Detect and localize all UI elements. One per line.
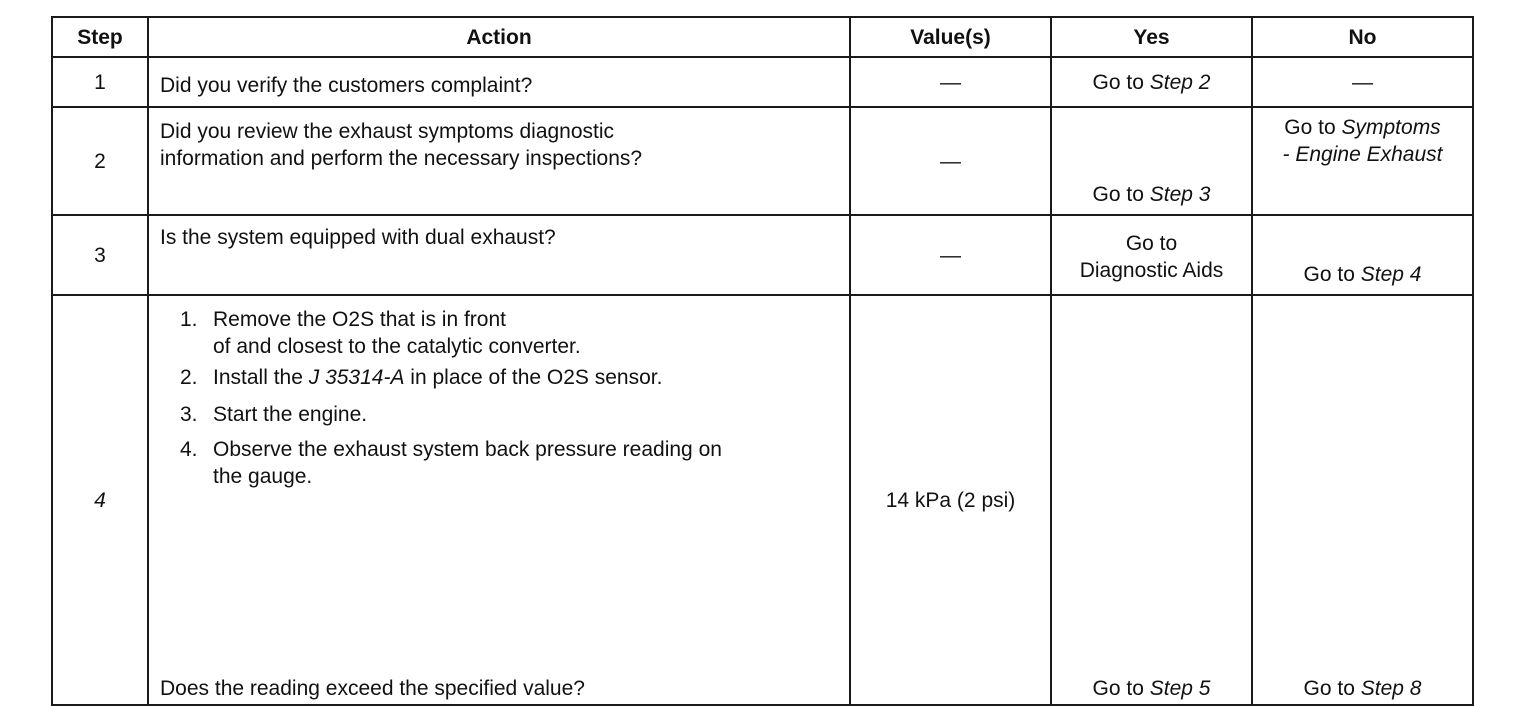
em-dash: —: [940, 149, 961, 173]
header-step: Step: [52, 17, 148, 57]
no-prefix: Go to: [1303, 263, 1361, 286]
no-symptoms-link[interactable]: Symptoms: [1341, 116, 1441, 139]
yes-step-link[interactable]: Step 5: [1149, 677, 1211, 700]
yes-diagnostic-aids-link[interactable]: Diagnostic Aids: [1079, 259, 1224, 282]
action-line: information and perform the necessary inspections?: [160, 147, 643, 170]
substep-number: 3.: [180, 403, 198, 426]
no-cell: [1252, 57, 1473, 107]
substep-item: [160, 436, 849, 490]
em-dash: —: [1352, 70, 1373, 94]
substep-list: [160, 306, 849, 490]
no-cell: [1252, 107, 1473, 215]
no-prefix: Go to: [1303, 677, 1361, 700]
no-cell: [1252, 215, 1473, 295]
value-cell: [850, 215, 1051, 295]
substep-item: [160, 306, 849, 360]
value-cell: [850, 57, 1051, 107]
action-text: Did you verify the customers complaint?: [148, 57, 850, 107]
action-text: Is the system equipped with dual exhaust?: [148, 215, 850, 295]
substep-item: [160, 401, 849, 428]
em-dash: —: [940, 70, 961, 94]
table-row: [52, 295, 1473, 705]
no-step-link[interactable]: Step 4: [1360, 263, 1422, 286]
action-text: [148, 107, 850, 215]
step-number: 4: [52, 295, 148, 705]
step-number: 2: [52, 107, 148, 215]
substep-line: the gauge.: [213, 465, 313, 488]
substep-number: 4.: [180, 438, 198, 461]
value-cell: [850, 107, 1051, 215]
action-text: [148, 295, 850, 705]
substep-item: [160, 364, 849, 391]
table-row: [52, 57, 1473, 107]
em-dash: —: [940, 243, 961, 267]
substep-line: Observe the exhaust system back pressure reading on: [213, 438, 722, 461]
header-action: Action: [148, 17, 850, 57]
substep-line: of and closest to the catalytic converter.: [213, 335, 581, 358]
yes-cell: [1051, 215, 1252, 295]
step-number: 3: [52, 215, 148, 295]
value-cell: 14 kPa (2 psi): [850, 295, 1051, 705]
yes-prefix: Go to: [1092, 183, 1150, 206]
yes-step-link[interactable]: Step 3: [1149, 183, 1211, 206]
yes-prefix: Go to: [1092, 677, 1150, 700]
no-prefix: Go to: [1284, 116, 1342, 139]
substep-text: Install the: [213, 366, 309, 389]
substep-line: Remove the O2S that is in front: [213, 308, 506, 331]
header-row: [52, 17, 1473, 57]
header-values: Value(s): [850, 17, 1051, 57]
substep-number: 2.: [180, 366, 198, 389]
header-no: No: [1252, 17, 1473, 57]
yes-step-link[interactable]: Step 2: [1149, 70, 1211, 94]
substep-number: 1.: [180, 308, 198, 331]
header-yes: Yes: [1051, 17, 1252, 57]
tool-reference: J 35314-A: [308, 366, 405, 389]
yes-prefix: Go to: [1125, 232, 1178, 255]
no-symptoms-link-cont[interactable]: - Engine Exhaust: [1282, 143, 1443, 166]
yes-cell: [1051, 107, 1252, 215]
yes-cell: [1051, 57, 1252, 107]
step-number: 1: [52, 57, 148, 107]
substep-text: in place of the O2S sensor.: [404, 366, 663, 389]
table-row: [52, 215, 1473, 295]
yes-prefix: Go to: [1092, 70, 1150, 94]
substep-text: Start the engine.: [213, 403, 368, 426]
yes-cell: [1051, 295, 1252, 705]
no-step-link[interactable]: Step 8: [1360, 677, 1422, 700]
action-question: Does the reading exceed the specified value?: [160, 677, 585, 700]
diagnostic-table: [51, 16, 1474, 706]
table-row: [52, 107, 1473, 215]
action-line: Did you review the exhaust symptoms diagnostic: [160, 120, 615, 143]
no-cell: [1252, 295, 1473, 705]
